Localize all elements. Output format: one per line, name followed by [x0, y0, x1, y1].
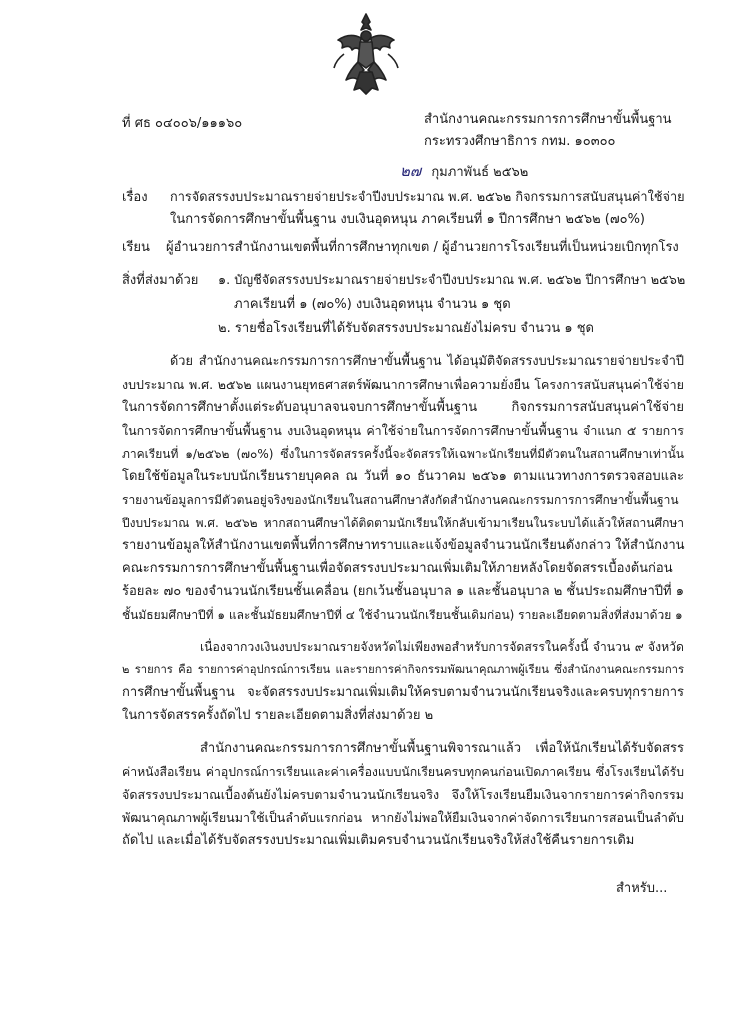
attachments-label: สิ่งที่ส่งมาด้วย [122, 273, 199, 288]
subject-line-1: การจัดสรรงบประมาณรายจ่ายประจำปีงบประมาณ พ.ศ. ๒๕๖๒ กิจกรรมการสนับสนุนค่าใช้จ่าย [170, 190, 685, 205]
subject-line-2: ในการจัดการศึกษาขั้นพื้นฐาน งบเงินอุดหนุน ภาคเรียนที่ ๑ ปีการศึกษา ๒๕๖๒ (๗๐%) [170, 212, 645, 227]
paragraph-3-line: สำนักงานคณะกรรมการการศึกษาขั้นพื้นฐานพิจารณาแล้ว เพื่อให้นักเรียนได้รับจัดสรร [200, 741, 684, 756]
to-text: ผู้อำนวยการสำนักงานเขตพื้นที่การศึกษาทุกเขต / ผู้อำนวยการโรงเรียนที่เป็นหน่วยเบิกทุกโรง [166, 240, 679, 255]
attachment-1-line-2: ภาคเรียนที่ ๑ (๗๐%) งบเงินอุดหนุน จำนวน ๑ ชุด [234, 297, 511, 312]
paragraph-2-line: การศึกษาขั้นพื้นฐาน จะจัดสรรงบประมาณเพิ่มเติมให้ครบตามจำนวนนักเรียนจริงและครบทุกรายการ [122, 685, 684, 700]
attachment-2: ๒. รายชื่อโรงเรียนที่ได้รับจัดสรรงบประมาณยังไม่ครบ จำนวน ๑ ชุด [218, 321, 595, 336]
issuer-address: กระทรวงศึกษาธิการ กทม. ๑๐๓๐๐ [424, 134, 616, 149]
paragraph-2-line: ในการจัดสรรครั้งถัดไป รายละเอียดตามสิ่งที่ส่งมาด้วย ๒ [122, 708, 434, 723]
subject-label: เรื่อง [122, 190, 148, 205]
paragraph-1-line: ในการจัดการศึกษาตั้งแต่ระดับอนุบาลจนจบการศึกษาขั้นพื้นฐาน กิจกรรมการสนับสนุนค่าใช้จ่าย [122, 400, 684, 415]
paragraph-1-line: ภาคเรียนที่ ๑/๒๕๖๒ (๗๐%) ซึ่งในการจัดสรรครั้งนี้จะจัดสรรให้เฉพาะนักเรียนที่มีตัวตนในสถานศึกษาเท่านั้น [122, 447, 684, 461]
paragraph-3-line: จัดสรรงบประมาณเบื้องต้นยังไม่ครบตามจำนวนนักเรียนจริง จึงให้โรงเรียนยืมเงินจากรายการค่ากิจกรรม [122, 787, 684, 802]
date-month-year: กุมภาพันธ์ ๒๕๖๒ [431, 165, 529, 180]
paragraph-1-line: งบประมาณ พ.ศ. ๒๕๖๒ แผนงานยุทธศาสตร์พัฒนาการศึกษาเพื่อความยั่งยืน โครงการสนับสนุนค่าใช้จ่าย [122, 377, 684, 392]
date-day: ๒๗ [400, 162, 422, 180]
paragraph-1-line: ร้อยละ ๗๐ ของจำนวนนักเรียนชั้นเคลื่อน (ยกเว้นชั้นอนุบาล ๑ และชั้นอนุบาล ๒ ชั้นประถมศึกษาปีที่ ๑ [122, 584, 684, 599]
paragraph-1-line: ในการจัดการศึกษาขั้นพื้นฐาน งบเงินอุดหนุน ค่าใช้จ่ายในการจัดการศึกษาขั้นพื้นฐาน จำแนก ๕ รายการ [122, 423, 684, 438]
continuation-text: สำหรับ... [616, 881, 668, 896]
paragraph-1-line: ด้วย สำนักงานคณะกรรมการการศึกษาขั้นพื้นฐาน ได้อนุมัติจัดสรรงบประมาณรายจ่ายประจำปี [170, 354, 684, 369]
garuda-emblem-icon [330, 10, 402, 96]
paragraph-2-line: ๒ รายการ คือ รายการค่าอุปกรณ์การเรียน และรายการค่ากิจกรรมพัฒนาคุณภาพผู้เรียน ซึ่งสำนักงานคณะกรรมการ [122, 663, 684, 676]
paragraph-1-line: โดยใช้ข้อมูลในระบบนักเรียนรายบุคคล ณ วันที่ ๑๐ ธันวาคม ๒๕๖๑ ตามแนวทางการตรวจสอบและ [122, 469, 684, 484]
document-number: ที่ ศธ ๐๔๐๐๖/๑๑๑๖๐ [122, 116, 243, 131]
paragraph-3-line: พัฒนาคุณภาพผู้เรียนมาใช้เป็นลำดับแรกก่อน หากยังไม่พอให้ยืมเงินจากค่าจัดการเรียนการสอนเป็นลำดับ [122, 810, 684, 825]
to-label: เรียน [122, 240, 150, 255]
paragraph-3-line: ถัดไป และเมื่อได้รับจัดสรรงบประมาณเพิ่มเติมครบจำนวนนักเรียนจริงให้ส่งใช้คืนรายการเดิม [122, 833, 635, 848]
attachment-1-line-1: ๑. บัญชีจัดสรรงบประมาณรายจ่ายประจำปีงบประมาณ พ.ศ. ๒๕๖๒ ปีการศึกษา ๒๕๖๒ [218, 273, 686, 288]
issuer-office: สำนักงานคณะกรรมการการศึกษาขั้นพื้นฐาน [424, 112, 672, 127]
paragraph-1-line: ชั้นมัธยมศึกษาปีที่ ๑ และชั้นมัธยมศึกษาปีที่ ๔ ใช้จำนวนนักเรียนชั้นเดิมก่อน) รายละเอียดตามสิ่งที่ส่งมาด้วย ๑ [122, 608, 683, 622]
paragraph-3-line: ค่าหนังสือเรียน ค่าอุปกรณ์การเรียนและค่าเครื่องแบบนักเรียนครบทุกคนก่อนเปิดภาคเรียน ซึ่งโรงเรียนได้รับ [122, 765, 684, 779]
paragraph-1-line: รายงานข้อมูลการมีตัวตนอยู่จริงของนักเรียนในสถานศึกษาสังกัดสำนักงานคณะกรรมการการศึกษาขั้นพื้นฐาน [122, 493, 679, 507]
paragraph-1-line: ปีงบประมาณ พ.ศ. ๒๕๖๒ หากสถานศึกษาได้ติดตามนักเรียนให้กลับเข้ามาเรียนในระบบได้แล้วให้สถานศึกษา [122, 516, 684, 530]
paragraph-1-line: รายงานข้อมูลให้สำนักงานเขตพื้นที่การศึกษาทราบและแจ้งข้อมูลจำนวนนักเรียนดังกล่าว ให้สำนักงาน [122, 538, 685, 553]
paragraph-2-line: เนื่องจากวงเงินงบประมาณรายจังหวัดไม่เพียงพอสำหรับการจัดสรรในครั้งนี้ จำนวน ๙ จังหวัด [200, 640, 684, 654]
paragraph-1-line: คณะกรรมการการศึกษาขั้นพื้นฐานเพื่อจัดสรรงบประมาณเพิ่มเติมให้ภายหลังโดยจัดสรรเบื้องต้นก่อน [122, 561, 673, 576]
